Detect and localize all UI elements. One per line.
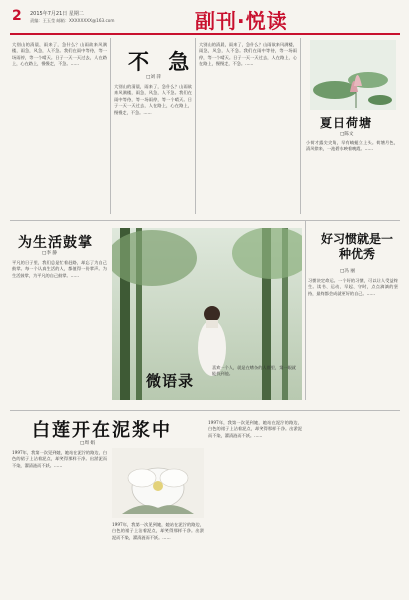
masthead xyxy=(10,8,400,32)
photo-caption: 喜欢一个人，就是在嘈杂的人群里，第一眼就能找到他。 xyxy=(212,365,296,377)
article-body-bailian-col3: 1997年，我第一次见到她，她站在泥泞的路边，白色的裙子上沾着泥点，却笑得那样干净。出淤泥而不染，濯清涟而不妖。…… xyxy=(208,420,302,438)
lotus-illustration xyxy=(310,40,396,110)
article-author-shenghuo: □李 静 xyxy=(42,251,57,256)
article-body-bailian-col2: 1997年，我第一次见到她，她站在泥泞的路边，白色的裙子上沾着泥点，却笑得那样干净。出淤泥而不染，濯清涟而不妖。…… xyxy=(112,522,204,540)
article-author-xiari: □陈文 xyxy=(340,132,354,137)
article-body-bailian-col1: 1997年，我第一次见到她，她站在泥泞的路边，白色的裙子上沾着泥点，却笑得那样干净。出淤泥而不染，濯清涟而不妖。…… xyxy=(12,450,107,468)
article-author-bailian: □周 娟 xyxy=(80,441,95,446)
article-body-col1: 大别山的清晨，雨来了，急什么？山雨欲来风满楼，雨急，风急，人不急。我们在雨中等待，等一场雨停，等一个晴天。日子一天一天过去，人在路上，心在路上，慢慢走，不急。…… xyxy=(12,42,107,67)
date-line: 2015年7月21日 星期二 xyxy=(30,11,84,17)
article-title-bailian: 白莲开在泥浆中 xyxy=(32,420,172,441)
article-title-haoqing: 好习惯就是一种优秀 xyxy=(320,232,393,261)
article-title-buji: 不 急 xyxy=(128,50,196,74)
article-author-haoqing: □冯 丽 xyxy=(340,269,355,274)
article-title-shenghuo: 为生活鼓掌 xyxy=(18,235,93,251)
article-body-haoqing: 习惯决定命运。一个好的习惯，可以让人受益终生。读书、运动、早起、守时，点点滴滴的坚持，最终都会成就更好的自己。…… xyxy=(308,278,398,296)
article-author-buji: □刘 萍 xyxy=(146,75,161,80)
page-number: 2 xyxy=(12,8,22,24)
article-body-col3: 大别山的清晨，雨来了，急什么？山雨欲来风满楼，雨急，风急，人不急。我们在雨中等待，等一场雨停，等一个晴天。日子一天一天过去，人在路上，心在路上，慢慢走，不急。…… xyxy=(199,42,297,67)
section-title: 副刊·悦读 xyxy=(195,9,288,33)
photo-title: 微语录 xyxy=(146,372,195,390)
article-body-xiari: 小荷才露尖尖角，早有蜻蜓立上头。荷塘月色，清风徐来，一池碧水映着晚霞。…… xyxy=(306,140,398,152)
flower-illustration xyxy=(112,448,204,518)
article-title-xiari: 夏日荷塘 xyxy=(320,116,373,130)
masthead-rule xyxy=(10,33,400,35)
article-body-buji: 大别山的清晨，雨来了，急什么？山雨欲来风满楼，雨急，风急，人不急。我们在雨中等待，等一场雨停，等一个晴天。日子一天一天过去，人在路上，心在路上，慢慢走，不急。…… xyxy=(114,84,192,115)
editor-line: 责编：王玉莹 邮箱：XXXXXXXX@163.com xyxy=(30,18,115,23)
article-body-shenghuo: 平凡的日子里，我们总是忙着赶路，却忘了为自己鼓掌。每一个认真生活的人，都值得一份掌声。为生活鼓掌，为平凡的自己鼓掌。…… xyxy=(12,260,107,278)
